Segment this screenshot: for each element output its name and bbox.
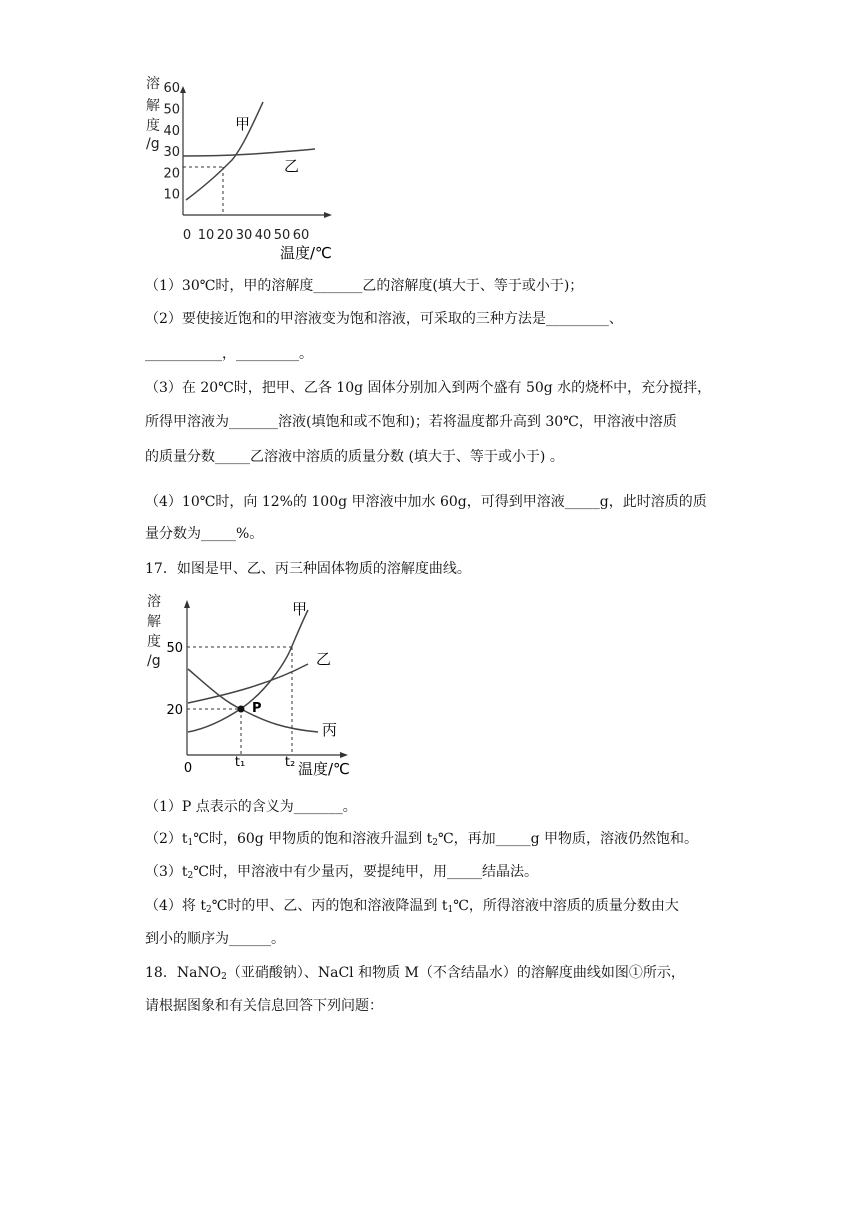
- fig2-xlabel: 温度/℃: [298, 760, 350, 778]
- solubility-chart-1: [140, 72, 340, 272]
- fig2-curve-jia: [188, 610, 308, 732]
- fig1-xtick-40: 40: [254, 228, 272, 243]
- fig1-ytick-20: 20: [163, 166, 180, 182]
- q17-part2: $(2)t_1℃$时，60g 甲物质的饱和溶液升温到 $t_2℃$，再加_____g 甲物质，溶液仍然饱和。: [145, 831, 699, 848]
- fig1-ytick-10: 10: [163, 187, 180, 203]
- q17-part4-line1: （4）将 $t_2℃$时的甲、乙、丙的饱和溶液降温到 $t_1℃$，所得溶液中溶质的质量分数由大: [145, 898, 679, 915]
- q16-part2-line2: ___________，_________。: [145, 346, 313, 362]
- q16-part2-line1: （2）要使接近饱和的甲溶液变为饱和溶液，可采取的三种方法是_________、: [145, 311, 623, 327]
- svg-text:/g: /g: [146, 136, 160, 152]
- solubility-chart-2: [140, 592, 370, 784]
- q17-part1: （1）P 点表示的含义为_______。: [145, 799, 357, 815]
- fig1-xtick-30: 30: [235, 228, 253, 243]
- fig2-label-p: P: [252, 701, 262, 716]
- fig2-curve-yi: [188, 664, 308, 703]
- q16-part4-line1: （4）10℃时，向 12%的 100g 甲溶液中加水 60g，可得到甲溶液_____g，此时溶质的质: [145, 494, 707, 510]
- svg-text:溶: 溶: [146, 76, 160, 92]
- fig2-label-jia: 甲: [292, 600, 308, 618]
- fig2-label-yi: 乙: [316, 650, 332, 668]
- q16-part3-line1: （3）在 20℃时，把甲、乙各 10g 固体分别加入到两个盛有 50g 水的烧杯中，充分搅拌，: [145, 380, 712, 396]
- fig1-xtick-0: 0: [182, 228, 192, 243]
- fig2-point-p: [238, 706, 245, 713]
- svg-text:度: 度: [146, 118, 160, 134]
- svg-text:度: 度: [147, 634, 161, 650]
- fig1-ylabel: [146, 75, 160, 152]
- fig1-curve-yi: [183, 149, 315, 156]
- fig2-label-bing: 丙: [322, 721, 338, 739]
- svg-text:解: 解: [147, 614, 161, 630]
- fig1-label-yi: 乙: [284, 157, 300, 175]
- q16-part1: （1）30℃时，甲的溶解度_______乙的溶解度(填大于、等于或小于)；: [145, 278, 584, 294]
- fig1-ytick-30: 30: [163, 145, 180, 161]
- q16-part3-line3: 的质量分数_____乙溶液中溶质的质量分数 (填大于、等于或小于) 。: [145, 449, 564, 465]
- q16-part3-line2: 所得甲溶液为_______溶液(填饱和或不饱和)；若将温度都升高到 30℃，甲溶液中溶质: [145, 414, 677, 430]
- fig2-ylabel: [147, 593, 161, 669]
- fig1-xlabel: 温度/℃: [280, 244, 332, 262]
- fig2-xtick-t1: t₁: [234, 755, 246, 770]
- q17-intro: 17．如图是甲、乙、丙三种固体物质的溶解度曲线。: [145, 561, 471, 577]
- fig1-xtick-20: 20: [216, 228, 234, 243]
- fig1-ytick-40: 40: [163, 123, 180, 139]
- q16-part4-line2: 量分数为_____%。: [145, 526, 264, 542]
- fig1-xtick-50: 50: [273, 228, 291, 243]
- fig1-ytick-60: 60: [163, 81, 180, 97]
- fig1-ytick-50: 50: [163, 102, 180, 118]
- q18-line2: 请根据图象和有关信息回答下列问题：: [145, 998, 383, 1014]
- fig1-xtick-60: 60: [292, 228, 310, 243]
- svg-text:/g: /g: [147, 653, 161, 669]
- q17-part4-line2: 到小的顺序为______。: [145, 931, 285, 947]
- svg-text:溶: 溶: [147, 594, 161, 610]
- fig1-label-jia: 甲: [235, 115, 251, 133]
- fig2-xtick-0: 0: [183, 761, 193, 776]
- fig2-xtick-t2: t₂: [284, 755, 296, 770]
- fig2-ytick-50: 50: [166, 641, 183, 656]
- q17-part3: $(3)t_2℃$时，甲溶液中有少量丙，要提纯甲，用_____结晶法。: [145, 864, 538, 881]
- q18-line1: 18．NaNO$_2$（亚硝酸钠）、NaCl 和物质 M（不含结晶水）的溶解度曲线如图①所示，: [145, 965, 685, 982]
- fig1-curve-jia: [186, 102, 263, 200]
- fig2-ytick-20: 20: [166, 703, 183, 718]
- fig1-xtick-10: 10: [197, 228, 215, 243]
- svg-text:解: 解: [146, 98, 160, 114]
